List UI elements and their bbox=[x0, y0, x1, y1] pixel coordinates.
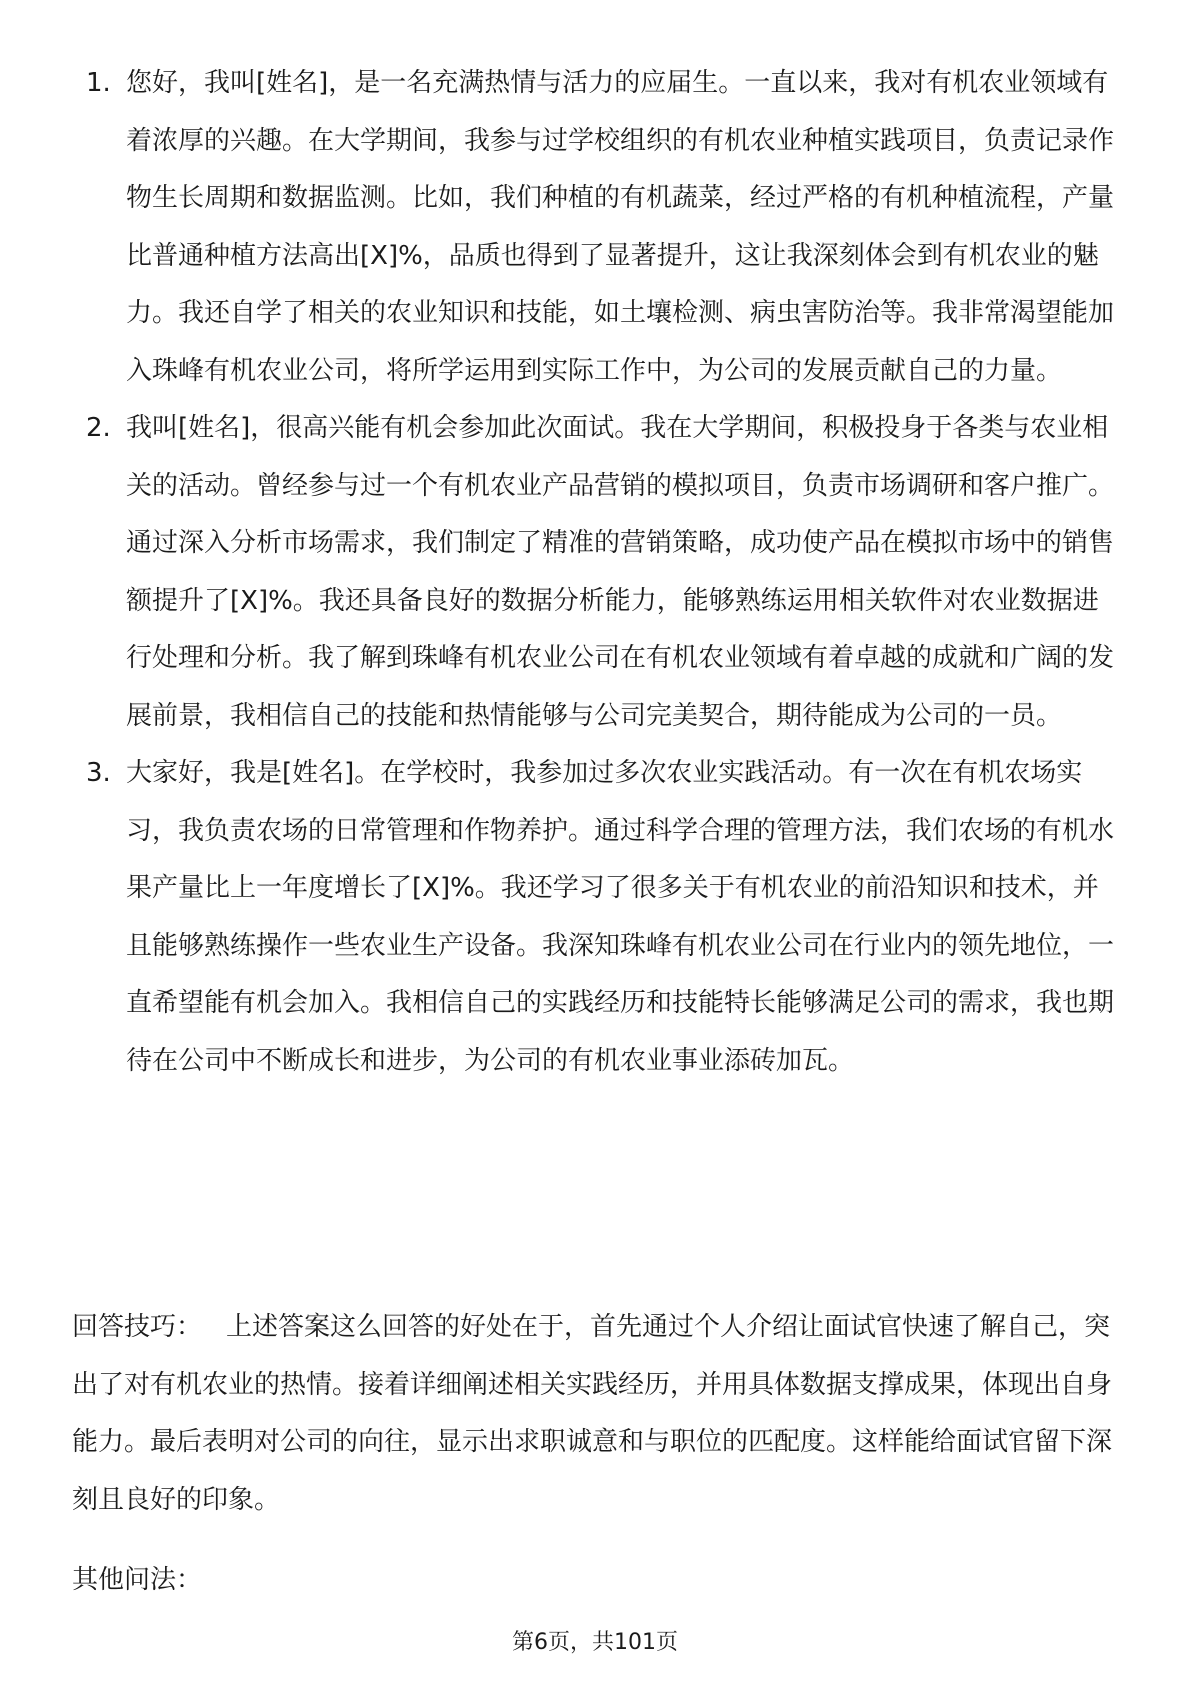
answer-item-2 bbox=[86, 400, 1116, 745]
answer-item-1 bbox=[86, 55, 1116, 400]
other-questions-label: 其他问法： bbox=[72, 1565, 203, 1595]
answer-item-3 bbox=[86, 745, 1116, 1090]
answer-text: 您好，我叫[姓名]，是一名充满热情与活力的应届生。一直以来，我对有机农业领域有着浓厚的兴趣。在大学期间，我参与过学校组织的有机农业种植实践项目，负责记录作物生长周期和数据监测。比如，我们种植的有机蔬菜，经过严格的有机种植流程，产量比普通种植方法高出[X]%，品质也得到了显著提升，这让我深刻体会到有机农业的魅力。我还自学了相关的农业知识和技能，如土壤检测、病虫害防治等。我非常渴望能加入珠峰有机农业公司，将所学运用到实际工作中，为公司的发展贡献自己的力量。 bbox=[126, 68, 1115, 386]
answer-tips-paragraph bbox=[72, 1299, 1120, 1529]
answer-tips-label: 回答技巧： bbox=[72, 1312, 203, 1342]
answer-number: 2. bbox=[86, 413, 111, 443]
answer-list bbox=[86, 55, 1116, 1090]
page-number-footer: 第6页，共101页 bbox=[512, 1630, 678, 1655]
answer-tips-text: 上述答案这么回答的好处在于，首先通过个人介绍让面试官快速了解自己，突出了对有机农业的热情。接着详细阐述相关实践经历，并用具体数据支撑成果，体现出自身能力。最后表明对公司的向往，显示出求职诚意和与职位的匹配度。这样能给面试官留下深刻且良好的印象。 bbox=[72, 1312, 1113, 1515]
answer-number: 1. bbox=[86, 68, 111, 98]
answer-text: 我叫[姓名]，很高兴能有机会参加此次面试。我在大学期间，积极投身于各类与农业相关的活动。曾经参与过一个有机农业产品营销的模拟项目，负责市场调研和客户推广。通过深入分析市场需求，我们制定了精准的营销策略，成功使产品在模拟市场中的销售额提升了[X]%。我还具备良好的数据分析能力，能够熟练运用相关软件对农业数据进行处理和分析。我了解到珠峰有机农业公司在有机农业领域有着卓越的成就和广阔的发展前景，我相信自己的技能和热情能够与公司完美契合，期待能成为公司的一员。 bbox=[126, 413, 1115, 731]
answer-number: 3. bbox=[86, 758, 111, 788]
answer-text: 大家好，我是[姓名]。在学校时，我参加过多次农业实践活动。有一次在有机农场实习，我负责农场的日常管理和作物养护。通过科学合理的管理方法，我们农场的有机水果产量比上一年度增长了[X]%。我还学习了很多关于有机农业的前沿知识和技术，并且能够熟练操作一些农业生产设备。我深知珠峰有机农业公司在行业内的领先地位，一直希望能有机会加入。我相信自己的实践经历和技能特长能够满足公司的需求，我也期待在公司中不断成长和进步，为公司的有机农业事业添砖加瓦。 bbox=[126, 758, 1115, 1076]
